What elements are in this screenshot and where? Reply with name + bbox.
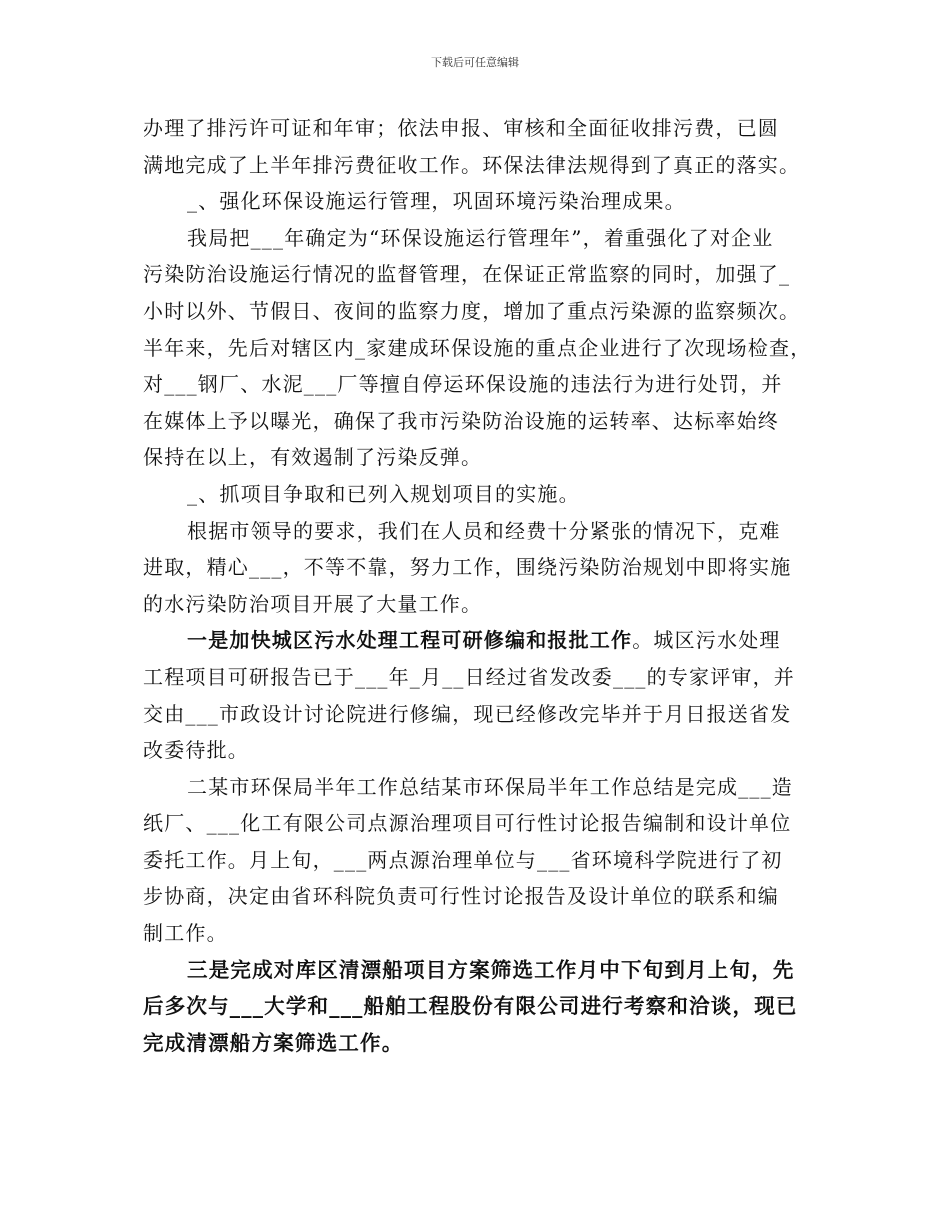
text-line bbox=[143, 586, 815, 623]
bold-text: 三是完成对库区清漂船项目方案筛选工作月中下旬到月上旬，先 bbox=[187, 957, 795, 982]
line-text: 制工作。 bbox=[143, 921, 228, 946]
text-line bbox=[143, 183, 815, 220]
line-text: 的水污染防治项目开展了大量工作。 bbox=[143, 591, 483, 616]
text-line bbox=[143, 403, 815, 440]
line-text: 交由___市政设计讨论院进行修编，现已经修改完毕并于月日报送省发 bbox=[143, 701, 792, 726]
line-text: 步协商，决定由省环科院负责可行性讨论报告及设计单位的联系和编 bbox=[143, 884, 779, 909]
text-line bbox=[143, 696, 815, 733]
line-text: 改委待批。 bbox=[143, 738, 249, 763]
text-line bbox=[143, 988, 815, 1025]
text-line bbox=[143, 1025, 815, 1062]
text-line bbox=[143, 549, 815, 586]
line-text: 根据市领导的要求，我们在人员和经费十分紧张的情况下，克难 bbox=[187, 518, 781, 543]
document-body bbox=[143, 110, 815, 1061]
line-text: 污染防治设施运行情况的监督管理，在保证正常监察的同时，加强了_ bbox=[143, 262, 791, 287]
line-text: 半年来，先后对辖区内_家建成环保设施的重点企业进行了次现场检查， bbox=[143, 335, 812, 360]
line-text: 办理了排污许可证和年审；依法申报、审核和全面征收排污费，已圆 bbox=[143, 116, 779, 140]
page-header: 下载后可任意编辑 bbox=[431, 56, 519, 69]
bold-text: 后多次与___大学和___船舶工程股份有限公司进行考察和洽谈，现已 bbox=[143, 994, 798, 1019]
text-line bbox=[143, 915, 815, 952]
line-text: 。城区污水处理 bbox=[632, 628, 781, 653]
text-line bbox=[143, 220, 815, 257]
line-text: 委托工作。月上旬，___两点源治理单位与___省环境科学院进行了初 bbox=[143, 847, 783, 872]
line-text: _、抓项目争取和已列入规划项目的实施。 bbox=[187, 481, 580, 506]
text-line bbox=[143, 293, 815, 330]
text-line bbox=[143, 769, 815, 806]
text-line bbox=[143, 622, 815, 659]
text-line bbox=[143, 842, 815, 879]
line-text: 进取，精心___，不等不靠，努力工作，围绕污染防治规划中即将实施 bbox=[143, 555, 792, 580]
line-text: _、强化环保设施运行管理，巩固环境污染治理成果。 bbox=[187, 189, 686, 214]
text-line bbox=[143, 952, 815, 989]
text-line bbox=[143, 513, 815, 550]
line-text: 二某市环保局半年工作总结某市环保局半年工作总结是完成___造 bbox=[187, 774, 793, 799]
line-text: 对___钢厂、水泥___厂等擅自停运环保设施的违法行为进行处罚，并 bbox=[143, 372, 783, 397]
text-line bbox=[143, 878, 815, 915]
text-line bbox=[143, 732, 815, 769]
line-text: 在媒体上予以曝光，确保了我市污染防治设施的运转率、达标率始终 bbox=[143, 408, 779, 433]
line-text: 我局把___年确定为“环保设施运行管理年”，着重强化了对企业 bbox=[187, 225, 774, 250]
text-line bbox=[143, 110, 815, 147]
text-line bbox=[143, 476, 815, 513]
line-text: 小时以外、节假日、夜间的监察力度，增加了重点污染源的监察频次。 bbox=[143, 298, 801, 323]
text-line bbox=[143, 659, 815, 696]
text-line bbox=[143, 147, 815, 184]
line-text: 满地完成了上半年排污费征收工作。环保法律法规得到了真正的落实。 bbox=[143, 152, 801, 177]
text-line bbox=[143, 256, 815, 293]
line-text: 保持在以上，有效遏制了污染反弹。 bbox=[143, 445, 483, 470]
text-line bbox=[143, 805, 815, 842]
line-text: 工程项目可研报告已于___年_月__日经过省发改委___的专家评审，并 bbox=[143, 664, 795, 689]
text-line bbox=[143, 439, 815, 476]
line-text: 纸厂、___化工有限公司点源治理项目可行性讨论报告编制和设计单位 bbox=[143, 811, 792, 836]
text-line bbox=[143, 330, 815, 367]
bold-lead-text: 一是加快城区污水处理工程可研修编和报批工作 bbox=[187, 628, 633, 653]
bold-text: 完成清漂船方案筛选工作。 bbox=[143, 1030, 404, 1055]
text-line bbox=[143, 366, 815, 403]
